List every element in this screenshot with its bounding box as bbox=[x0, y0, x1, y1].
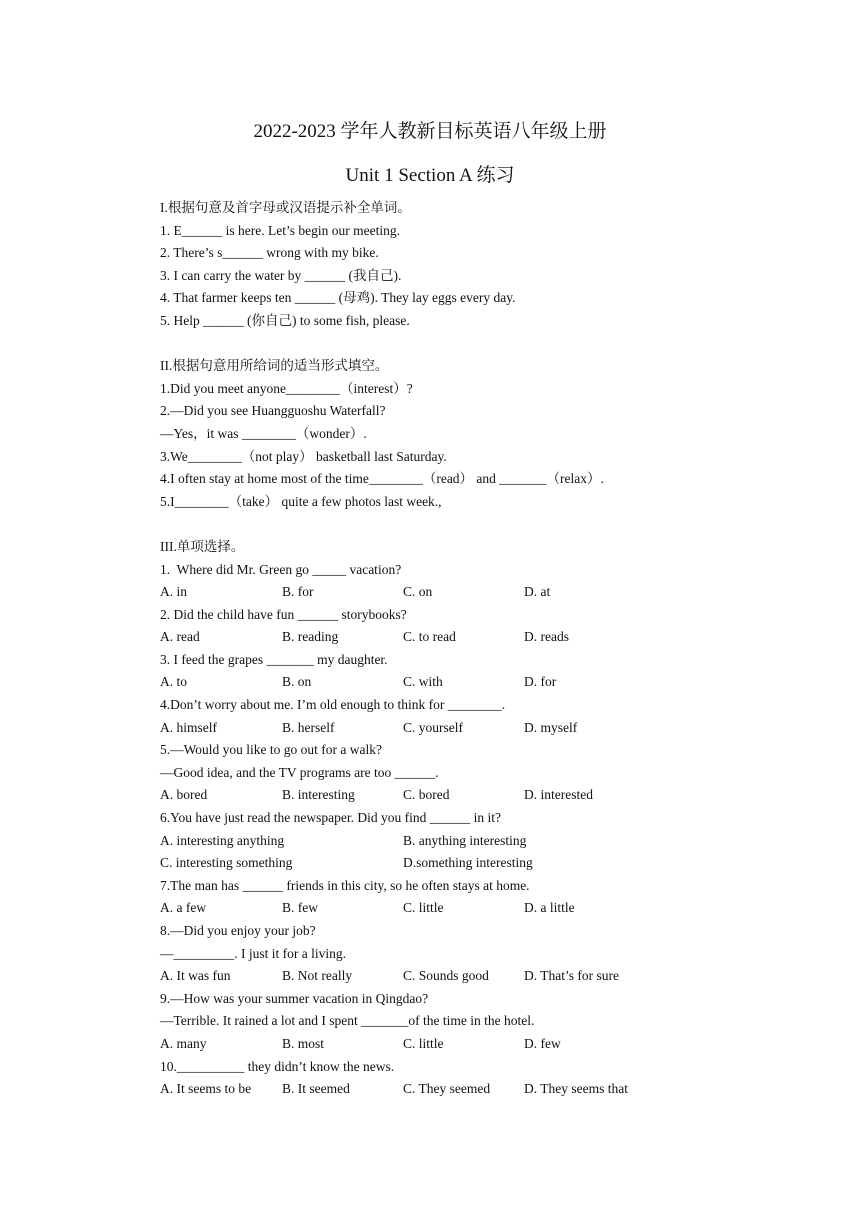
option-c: C. with bbox=[403, 674, 443, 690]
exercise-content bbox=[160, 197, 720, 1101]
option-a: A. in bbox=[160, 584, 187, 600]
part1-item: 4. That farmer keeps ten ______ (母鸡). They lay eggs every day. bbox=[160, 290, 516, 306]
option-a: A. bored bbox=[160, 787, 208, 803]
option-c: C. little bbox=[403, 1035, 444, 1051]
option-a: A. read bbox=[160, 629, 200, 645]
blank-line bbox=[160, 513, 720, 536]
option-c: C. Sounds good bbox=[403, 968, 489, 984]
option-c: C. on bbox=[403, 584, 433, 600]
question-text: 5.—Would you like to go out for a walk? bbox=[160, 742, 382, 758]
part1-item: 3. I can carry the water by ______ (我自己). bbox=[160, 267, 402, 283]
part2-item: 2.—Did you see Huangguoshu Waterfall? bbox=[160, 403, 386, 419]
option-d: D. reads bbox=[524, 629, 569, 645]
option-b: B. on bbox=[282, 674, 312, 690]
options-row bbox=[160, 1033, 720, 1056]
option-a: A. interesting anything bbox=[160, 832, 285, 848]
option-b: B. most bbox=[282, 1035, 325, 1051]
question-text: 10.__________ they didn’t know the news. bbox=[160, 1058, 395, 1074]
document-title: 2022-2023 学年人教新目标英语八年级上册 bbox=[253, 121, 607, 142]
options-row bbox=[160, 784, 720, 807]
question-text: 6.You have just read the newspaper. Did you find ______ in it? bbox=[160, 810, 501, 826]
option-a: A. a few bbox=[160, 900, 207, 916]
option-b: B. Not really bbox=[282, 968, 353, 984]
option-d: D. few bbox=[524, 1035, 561, 1051]
part1-item: 5. Help ______ (你自己) to some fish, please. bbox=[160, 312, 410, 328]
question-text: —Terrible. It rained a lot and I spent _______of the time in the hotel. bbox=[160, 1013, 535, 1029]
option-c: C. interesting something bbox=[160, 855, 293, 871]
option-b: B. reading bbox=[282, 629, 339, 645]
option-b: B. interesting bbox=[282, 787, 355, 803]
option-d: D. interested bbox=[524, 787, 593, 803]
option-a: A. many bbox=[160, 1035, 207, 1051]
part1-item: 1. E______ is here. Let’s begin our meeting. bbox=[160, 222, 400, 238]
part2-item: —Yes，it was ________（wonder）. bbox=[160, 425, 367, 441]
option-c: C. little bbox=[403, 900, 444, 916]
question-text: 2. Did the child have fun ______ storybooks? bbox=[160, 606, 407, 622]
options-row bbox=[160, 671, 720, 694]
option-c: C. yourself bbox=[403, 719, 463, 735]
options-row bbox=[160, 852, 720, 875]
question-text: 9.—How was your summer vacation in Qingdao? bbox=[160, 990, 429, 1006]
option-c: C. bored bbox=[403, 787, 450, 803]
part2-item: 3.We________（not play） basketball last Saturday. bbox=[160, 448, 447, 464]
options-row bbox=[160, 897, 720, 920]
option-b: B. few bbox=[282, 900, 318, 916]
option-b: B. anything interesting bbox=[403, 832, 527, 848]
option-b: B. for bbox=[282, 584, 314, 600]
option-a: A. It was fun bbox=[160, 968, 231, 984]
question-text: 3. I feed the grapes _______ my daughter. bbox=[160, 651, 388, 667]
options-row bbox=[160, 1078, 720, 1101]
part1-item: 2. There’s s______ wrong with my bike. bbox=[160, 245, 379, 261]
part2-heading: II.根据句意用所给词的适当形式填空。 bbox=[160, 358, 389, 374]
option-b: B. It seemed bbox=[282, 1081, 350, 1097]
question-text: 1. Where did Mr. Green go _____ vacation? bbox=[160, 561, 402, 577]
question-text: —Good idea, and the TV programs are too ______. bbox=[160, 764, 439, 780]
option-a: A. to bbox=[160, 674, 187, 690]
question-text: —_________. I just it for a living. bbox=[160, 945, 346, 961]
part2-item: 5.I________（take） quite a few photos last week., bbox=[160, 493, 442, 509]
option-d: D. myself bbox=[524, 719, 578, 735]
option-d: D. for bbox=[524, 674, 557, 690]
part3-heading: III.单项选择。 bbox=[160, 538, 245, 554]
question-text: 4.Don’t worry about me. I’m old enough to think for ________. bbox=[160, 697, 506, 713]
option-d: D. That’s for sure bbox=[524, 968, 619, 984]
option-d: D. at bbox=[524, 584, 551, 600]
part2-item: 1.Did you meet anyone________（interest）? bbox=[160, 380, 413, 396]
question-text: 8.—Did you enjoy your job? bbox=[160, 923, 316, 938]
option-b: B. herself bbox=[282, 719, 335, 735]
question-text: 7.The man has ______ friends in this city, so he often stays at home. bbox=[160, 877, 530, 893]
options-row bbox=[160, 965, 720, 988]
options-row bbox=[160, 626, 720, 649]
option-a: A. himself bbox=[160, 719, 217, 735]
part1-heading: I.根据句意及首字母或汉语提示补全单词。 bbox=[160, 200, 411, 215]
options-row bbox=[160, 581, 720, 604]
options-row bbox=[160, 717, 720, 740]
part2-item: 4.I often stay at home most of the time________（read） and _______（relax）. bbox=[160, 471, 604, 487]
option-d: D. They seems that bbox=[524, 1081, 628, 1097]
option-d: D.something interesting bbox=[403, 855, 533, 871]
option-c: C. They seemed bbox=[403, 1081, 491, 1097]
document-subtitle: Unit 1 Section A 练习 bbox=[345, 165, 515, 186]
blank-line bbox=[160, 333, 720, 356]
option-a: A. It seems to be bbox=[160, 1081, 252, 1097]
option-c: C. to read bbox=[403, 629, 456, 645]
options-row bbox=[160, 830, 720, 853]
option-d: D. a little bbox=[524, 900, 575, 916]
